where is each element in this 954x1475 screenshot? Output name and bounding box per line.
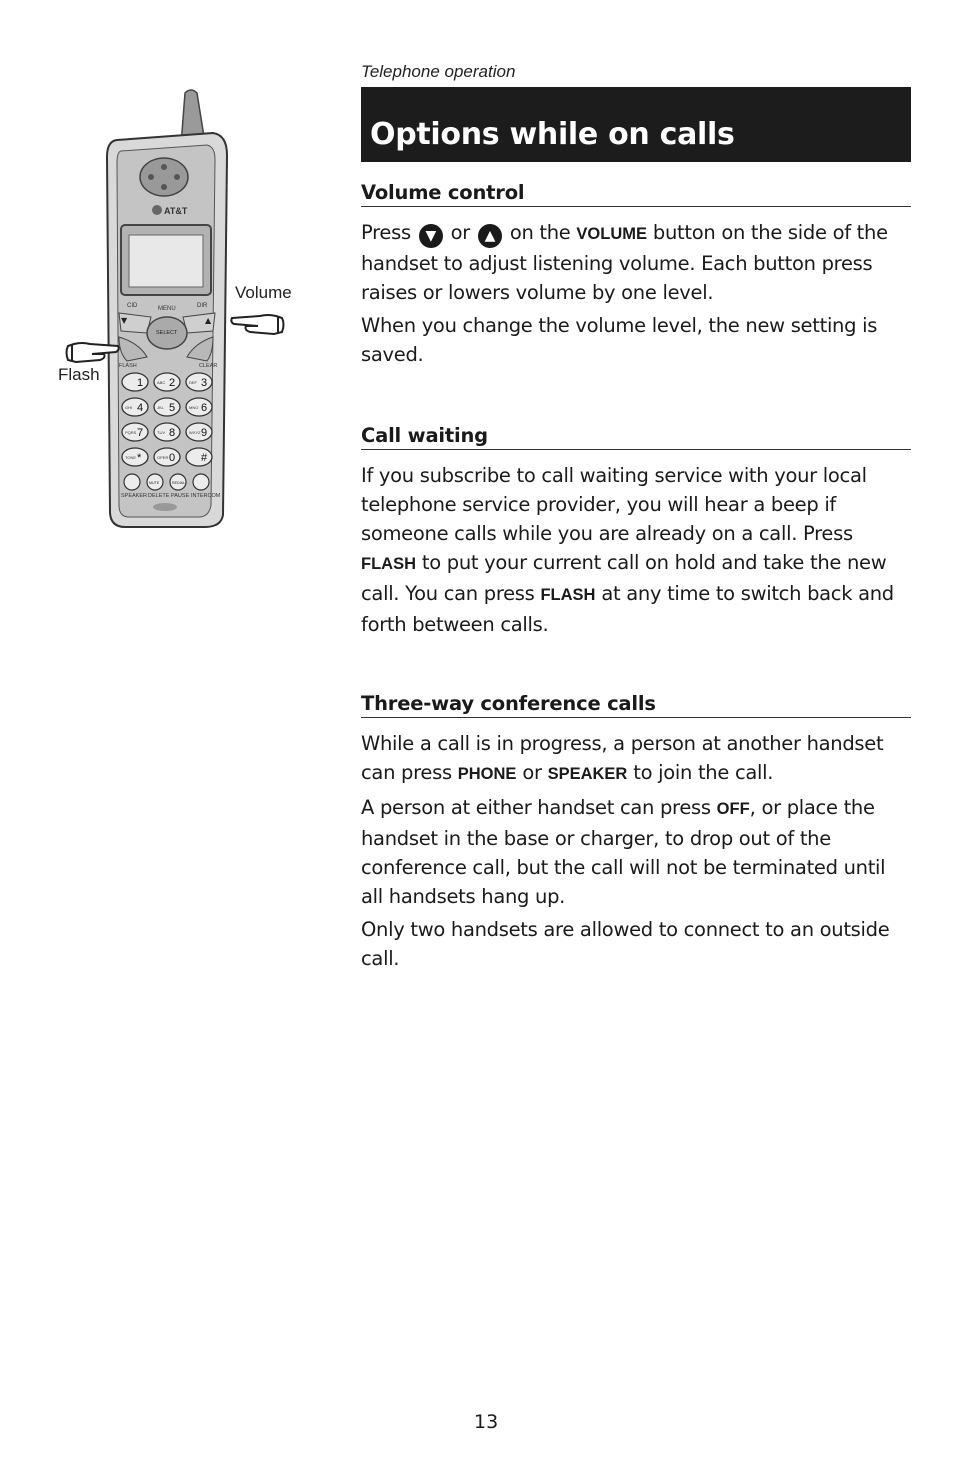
- keypad-key-3: [186, 373, 212, 391]
- keypad-key-2: [154, 373, 180, 391]
- call-waiting-heading: Call waiting: [361, 424, 911, 450]
- volume-control-section: [361, 181, 911, 369]
- text-on-the: on the: [509, 221, 571, 244]
- speaker-key: SPEAKER: [547, 765, 628, 783]
- keypad-key-7: [122, 423, 148, 441]
- section-label: Telephone operation: [361, 62, 516, 81]
- text-or: or: [450, 221, 470, 244]
- brand-logo: AT&T: [164, 206, 188, 216]
- keypad-key-8: [154, 423, 180, 441]
- page-number: 13: [474, 1411, 499, 1433]
- svg-text:8: 8: [169, 427, 176, 439]
- three-way-paragraph-1: [361, 729, 911, 789]
- svg-text:3: 3: [201, 377, 208, 389]
- speaker-button: [124, 474, 140, 490]
- three-way-heading: Three-way conference calls: [361, 692, 911, 718]
- svg-text:5: 5: [169, 402, 176, 414]
- flash-key-2: FLASH: [540, 586, 596, 604]
- flash-key-1: FLASH: [361, 555, 416, 573]
- volume-control-paragraph: [361, 218, 911, 307]
- svg-text:PQRS: PQRS: [125, 430, 137, 435]
- speaker-key-label: SPEAKER: [121, 493, 147, 499]
- three-way-text-1: While a call is in progress, a person at another handset can press: [361, 732, 884, 784]
- volume-callout: Volume: [235, 283, 292, 302]
- volume-control-heading: Volume control: [361, 181, 911, 207]
- svg-text:MNO: MNO: [189, 405, 199, 410]
- svg-text:TUV: TUV: [157, 430, 165, 435]
- svg-text:#: #: [201, 452, 208, 464]
- three-way-text-or: or: [522, 761, 542, 784]
- menu-key-label: MENU: [158, 306, 176, 312]
- svg-text:7: 7: [137, 427, 144, 439]
- volume-pointer-icon: [230, 308, 286, 344]
- off-key: OFF: [716, 800, 750, 818]
- call-waiting-text-3: at any time to switch back and forth between calls.: [361, 582, 894, 636]
- svg-text:▼: ▼: [121, 316, 128, 325]
- svg-text:ABC: ABC: [157, 380, 166, 385]
- keypad-key-9: [186, 423, 212, 441]
- call-waiting-text-1: If you subscribe to call waiting service with your local telephone service provider, you will hear a beep if someone calls while you are already on a call. Press: [361, 464, 867, 545]
- pause-key-label: PAUSE: [171, 493, 190, 499]
- three-way-text-3: to join the call.: [633, 761, 774, 784]
- volume-key: VOLUME: [576, 225, 648, 243]
- text-press: Press: [361, 221, 411, 244]
- keypad-key-1: [122, 373, 148, 391]
- clear-key-label: CLEAR: [199, 363, 218, 369]
- svg-text:0: 0: [169, 452, 176, 464]
- svg-text:REDIAL: REDIAL: [172, 481, 185, 485]
- call-waiting-paragraph: [361, 461, 911, 639]
- svg-text:DEF: DEF: [189, 380, 197, 385]
- keypad-key-0: [154, 448, 180, 466]
- delete-key-label: DELETE: [148, 493, 170, 499]
- handset-figure: [55, 85, 230, 539]
- volume-down-icon: ▼: [419, 224, 443, 248]
- volume-control-text: button on the side of the handset to adjust listening volume. Each button press raises or lowers volume by one level.: [361, 221, 888, 304]
- phone-key: PHONE: [457, 765, 517, 783]
- select-key-label: SELECT: [156, 330, 178, 336]
- svg-text:TONE: TONE: [125, 455, 137, 460]
- svg-text:JKL: JKL: [157, 405, 164, 410]
- three-way-text-4: A person at either handset can press: [361, 796, 711, 819]
- svg-text:MUTE: MUTE: [149, 481, 160, 485]
- intercom-button: [193, 474, 209, 490]
- volume-saved-paragraph: When you change the volume level, the new setting is saved.: [361, 314, 878, 366]
- svg-text:WXYZ: WXYZ: [189, 430, 201, 435]
- svg-text:GHI: GHI: [125, 405, 133, 410]
- dir-key-label: DIR: [197, 303, 208, 309]
- mute-button: [147, 474, 163, 490]
- keypad-key-5: [154, 398, 180, 416]
- three-way-paragraph-3: Only two handsets are allowed to connect to an outside call.: [361, 918, 890, 970]
- flash-key-label: FLASH: [119, 363, 137, 369]
- svg-text:OPER: OPER: [157, 455, 169, 460]
- three-way-paragraph-2: [361, 793, 911, 911]
- svg-text:▲: ▲: [205, 316, 212, 325]
- keypad-key-star: [122, 448, 148, 466]
- svg-text:4: 4: [137, 402, 144, 414]
- svg-text:2: 2: [169, 377, 176, 389]
- page-title: Options while on calls: [370, 117, 735, 152]
- cid-key-label: CID: [127, 303, 138, 309]
- call-waiting-section: [361, 424, 911, 639]
- keypad-key-6: [186, 398, 212, 416]
- redial-button: [170, 474, 186, 490]
- flash-callout: Flash: [58, 365, 100, 384]
- three-way-section: [361, 692, 911, 973]
- call-waiting-text-2: to put your current call on hold and take the new call. You can press: [361, 551, 887, 605]
- intercom-key-label: INTERCOM: [191, 493, 221, 499]
- svg-text:*: *: [137, 452, 142, 464]
- svg-text:9: 9: [201, 427, 208, 439]
- svg-text:6: 6: [201, 402, 208, 414]
- keypad-key-hash: [186, 448, 212, 466]
- svg-text:1: 1: [137, 377, 144, 389]
- title-bar: [361, 87, 911, 162]
- keypad-key-4: [122, 398, 148, 416]
- three-way-text-5: , or place the handset in the base or charger, to drop out of the conference call, but the call will not be terminated until all handsets hang up.: [361, 796, 886, 908]
- volume-up-icon: ▲: [478, 224, 502, 248]
